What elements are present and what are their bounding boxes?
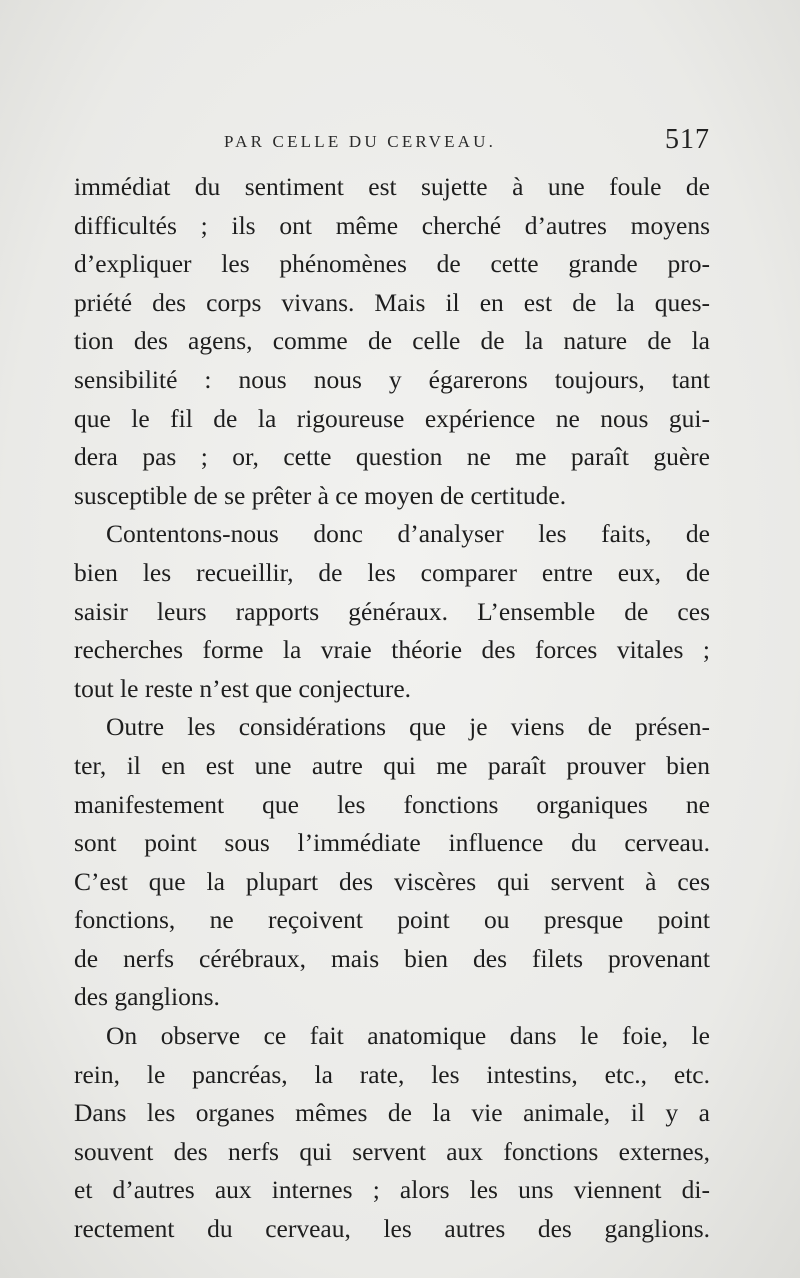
paragraph	[74, 708, 710, 1017]
text-line: manifestement que les fonctions organiques ne	[74, 789, 710, 819]
text-line: Dans les organes mêmes de la vie animale, il y a	[74, 1098, 710, 1128]
text-line: Outre les considérations que je viens de présen-	[106, 712, 710, 742]
text-line: sensibilité : nous nous y égarerons toujours, tant	[74, 364, 710, 394]
text-line: rectement du cerveau, les autres des ganglions.	[74, 1214, 710, 1244]
text-line: et d’autres aux internes ; alors les uns viennent di-	[74, 1175, 710, 1205]
text-line: Contentons-nous donc d’analyser les faits, de	[106, 519, 710, 549]
running-head: PAR CELLE DU CERVEAU.	[224, 132, 497, 151]
text-line: souvent des nerfs qui servent aux fonctions externes,	[74, 1136, 710, 1166]
text-line: rein, le pancréas, la rate, les intestins, etc., etc.	[74, 1059, 710, 1089]
paragraph	[74, 1017, 710, 1249]
page-body	[74, 168, 710, 1249]
text-line: On observe ce fait anatomique dans le foie, le	[106, 1021, 710, 1051]
text-line: saisir leurs rapports généraux. L’ensemble de ces	[74, 596, 710, 626]
text-line: d’expliquer les phénomènes de cette grande pro-	[74, 249, 710, 279]
text-line: susceptible de se prêter à ce moyen de certitude.	[74, 480, 567, 510]
text-line: ter, il en est une autre qui me paraît prouver bien	[74, 750, 710, 780]
text-line: des ganglions.	[74, 982, 220, 1012]
text-line: priété des corps vivans. Mais il en est de la ques-	[74, 287, 710, 317]
text-line: recherches forme la vraie théorie des forces vitales ;	[74, 635, 710, 665]
text-line: tion des agens, comme de celle de la nature de la	[74, 326, 710, 356]
text-line: difficultés ; ils ont même cherché d’autres moyens	[74, 210, 710, 240]
text-line: dera pas ; or, cette question ne me paraît guère	[74, 442, 710, 472]
page-header	[74, 124, 710, 158]
text-line: sont point sous l’immédiate influence du cerveau.	[74, 828, 710, 858]
text-line: de nerfs cérébraux, mais bien des filets provenant	[74, 943, 710, 973]
text-line: C’est que la plupart des viscères qui servent à ces	[74, 866, 710, 896]
text-line: fonctions, ne reçoivent point ou presque point	[74, 905, 710, 935]
paragraph	[74, 515, 710, 708]
text-line: immédiat du sentiment est sujette à une foule de	[74, 172, 710, 201]
paragraph	[74, 168, 710, 515]
page-number: 517	[665, 124, 710, 155]
text-line: tout le reste n’est que conjecture.	[74, 673, 412, 703]
text-line: bien les recueillir, de les comparer entre eux, de	[74, 557, 710, 587]
text-line: que le fil de la rigoureuse expérience ne nous gui-	[74, 403, 710, 433]
